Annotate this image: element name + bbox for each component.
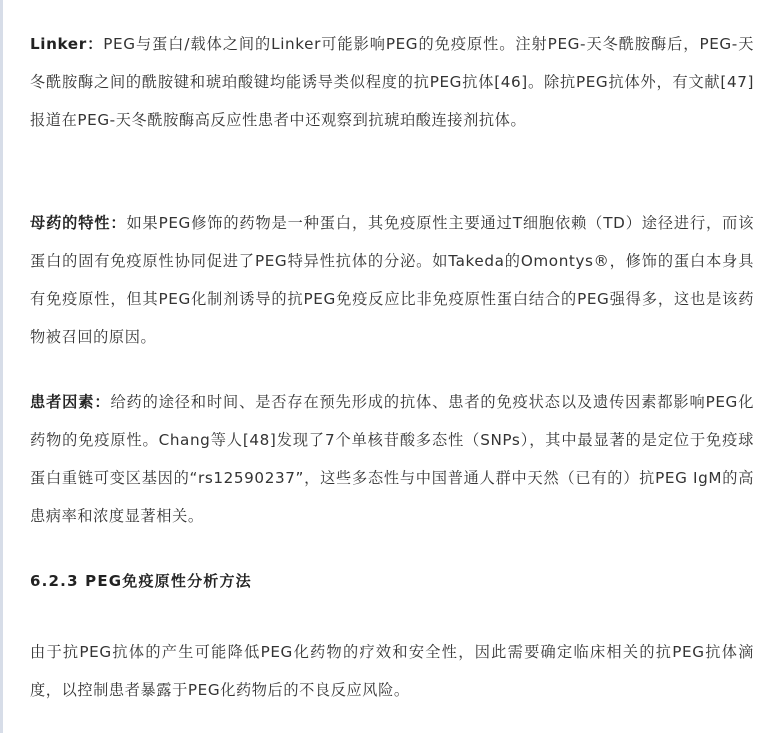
paragraph-lead: Linker： <box>30 35 104 53</box>
paragraph-text: PEG与蛋白/载体之间的Linker可能影响PEG的免疫原性。注射PEG-天冬酰胺酶后，PEG-天冬酰胺酶之间的酰胺键和琥珀酸键均能诱导类似程度的抗PEG抗体[46]。除抗PEG抗体外，有文献[47]报道在PEG-天冬酰胺酶高反应性患者中还观察到抗琥珀酸连接剂抗体。 <box>30 35 754 129</box>
paragraph-lead: 母药的特性： <box>30 214 127 232</box>
paragraph-linker <box>30 25 754 139</box>
paragraph-patient-factors <box>30 383 754 535</box>
paragraph-method: 由于抗PEG抗体的产生可能降低PEG化药物的疗效和安全性，因此需要确定临床相关的抗PEG抗体滴度，以控制患者暴露于PEG化药物后的不良反应风险。 <box>30 643 754 699</box>
paragraph-parent-drug <box>30 204 754 356</box>
paragraph-text: 给药的途径和时间、是否存在预先形成的抗体、患者的免疫状态以及遗传因素都影响PEG化药物的免疫原性。Chang等人[48]发现了7个单核苷酸多态性（SNPs），其中最显著的是定位于免疫球蛋白重链可变区基因的“rs12590237”，这些多态性与中国普通人群中天然（已有的）抗PEG IgM的高患病率和浓度显著相关。 <box>30 393 755 525</box>
left-border <box>0 0 3 733</box>
paragraph-lead: 患者因素： <box>30 393 111 411</box>
paragraph-text: 如果PEG修饰的药物是一种蛋白，其免疫原性主要通过T细胞依赖（TD）途径进行，而该蛋白的固有免疫原性协同促进了PEG特异性抗体的分泌。如Takeda的Omontys®，修饰的蛋白本身具有免疫原性，但其PEG化制剂诱导的抗PEG免疫反应比非免疫原性蛋白结合的PEG强得多，这也是该药物被召回的原因。 <box>30 214 754 346</box>
section-heading: 6.2.3 PEG免疫原性分析方法 <box>30 572 252 590</box>
